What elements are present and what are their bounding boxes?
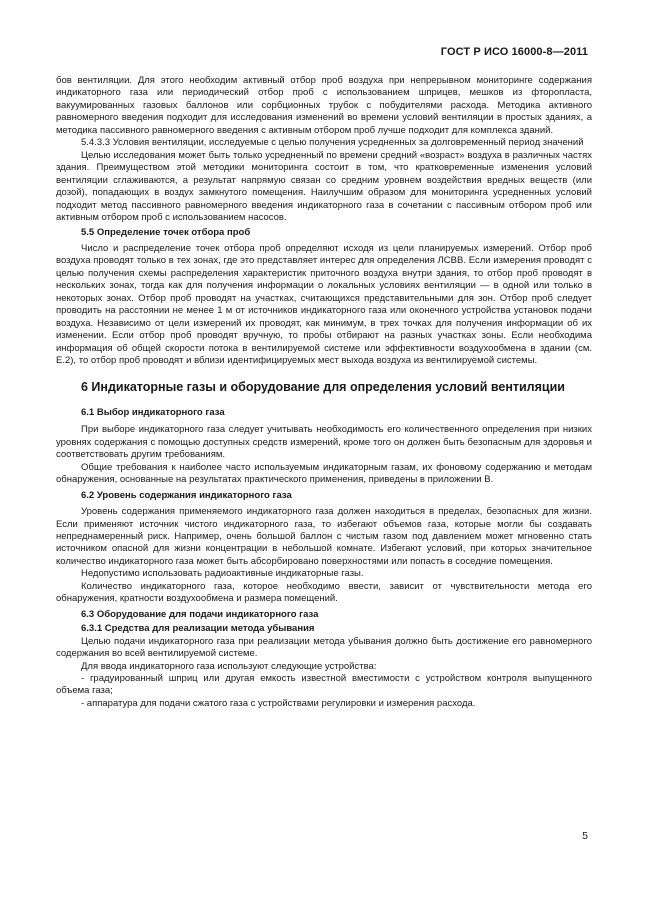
paragraph: Уровень содержания применяемого индикаторного газа должен находиться в пределах, безопасных для жизни. Если применяют источник чистого индикаторного газа, то избегают объемов газа, которые могли бы создавать непреднамеренный риск. Например, очень большой баллон с чистым газом под давлением может мгновенно стать источником опасной для жизни концентрации в небольшой комнате. Избегают условий, при которых значительное количество индикаторного газа может быть абсорбировано поверхностями или попасть в соседние помещения. (56, 506, 592, 567)
page-content (56, 75, 592, 710)
paragraph: При выборе индикаторного газа следует учитывать необходимость его количественного определения при низких уровнях содержания с помощью доступных средств измерений, кроме того он должен быть безопасным для здоровья и соответствовать другим требованиям. (56, 424, 592, 461)
subsection-heading: 6.3 Оборудование для подачи индикаторного газа (81, 608, 319, 620)
paragraph: Целью исследования может быть только усредненный по времени средний «возраст» воздуха в различных частях здания. Преимуществом этой методики мониторинга состоит в том, что кратковременные изменения условий вентиляции сглаживаются, а результат напрямую связан со средним уровнем воздействия вредных веществ (или дозой), попадающих в воздух замкнутого помещения. Наилучшим образом для мониторинга усредненных условий подходит метод пассивного равномерного введения индикаторного газа в сочетании с пассивным отбором проб или активным отбором проб с использованием насосов. (56, 149, 592, 223)
paragraph: 5.4.3.3 Условия вентиляции, исследуемые с целью получения усредненных за долговременный период значений (81, 137, 584, 149)
paragraph: - градуированный шприц или другая емкость известной вместимости с устройством контроля выпущенного объема газа; (56, 672, 592, 697)
subsection-heading: 6.3.1 Средства для реализации метода убывания (81, 623, 315, 635)
paragraph: Число и распределение точек отбора проб определяют исходя из цели планируемых измерений. Отбор проб воздуха проводят только в тех зонах, где это представляет интерес для определения ЛСВВ. Если измерения проводят с целью получения схемы распределения характеристик приточного воздуха внутри здания, то отбор проб проводят в нескольких зонах, тогда как для получения информации о локальных условиях вентиляции — в одной или только в некоторых зонах. Отбор проб проводят на участках, считающихся представительными для зон. Отбор проб следует проводить на расстоянии не менее 1 м от источников индикаторного газа или оконечного устройства установок подачи воздуха. Независимо от цели измерений их проводят, как минимум, в трех точках для получения информации об их изменении. Если отбор проб проводят вручную, то пробы отбирают на разных участках зоны. Если необходима информация об общей скорости потока в вентилируемой системе или эффективности воздухообмена в здании (см. Е.2), то отбор проб проводят и вблизи идентифицируемых мест выхода воздуха из вентилируемой системы. (56, 242, 592, 366)
document-header: ГОСТ Р ИСО 16000-8—2011 (440, 46, 588, 58)
paragraph: Количество индикаторного газа, которое необходимо ввести, зависит от чувствительности метода его обнаружения, кратности воздухообмена и размера помещений. (56, 580, 592, 605)
paragraph: бов вентиляции. Для этого необходим активный отбор проб воздуха при непрерывном мониторинге содержания индикаторного газа или периодический отбор проб с использованием шприцев, мешков из фторопласта, вакуумированных газовых баллонов или сорбционных трубок с побудителями расхода. Методика активного равномерного введения подходит для исследования изменений во времени условий вентиляции в простых зданиях, а методика пассивного равномерного введения с активным отбором проб лучше подходит для комплекса зданий. (56, 75, 592, 136)
subsection-heading: 5.5 Определение точек отбора проб (81, 227, 251, 239)
paragraph: Целью подачи индикаторного газа при реализации метода убывания должно быть достижение его равномерного содержания во всей вентилируемой системе. (56, 635, 592, 660)
page-number: 5 (582, 830, 588, 842)
paragraph: Для ввода индикаторного газа используют следующие устройства: (81, 660, 377, 672)
paragraph: Недопустимо использовать радиоактивные индикаторные газы. (81, 568, 364, 580)
subsection-heading: 6.1 Выбор индикаторного газа (81, 406, 225, 418)
section-heading: 6 Индикаторные газы и оборудование для определения условий вентиляции (81, 380, 565, 395)
paragraph: Общие требования к наиболее часто используемым индикаторным газам, их фоновому содержанию и методам обнаружения, основанные на результатах практического применения, приведены в приложении В. (56, 461, 592, 486)
subsection-heading: 6.2 Уровень содержания индикаторного газа (81, 489, 292, 501)
paragraph: - аппаратура для подачи сжатого газа с устройствами регулировки и измерения расхода. (81, 697, 476, 709)
